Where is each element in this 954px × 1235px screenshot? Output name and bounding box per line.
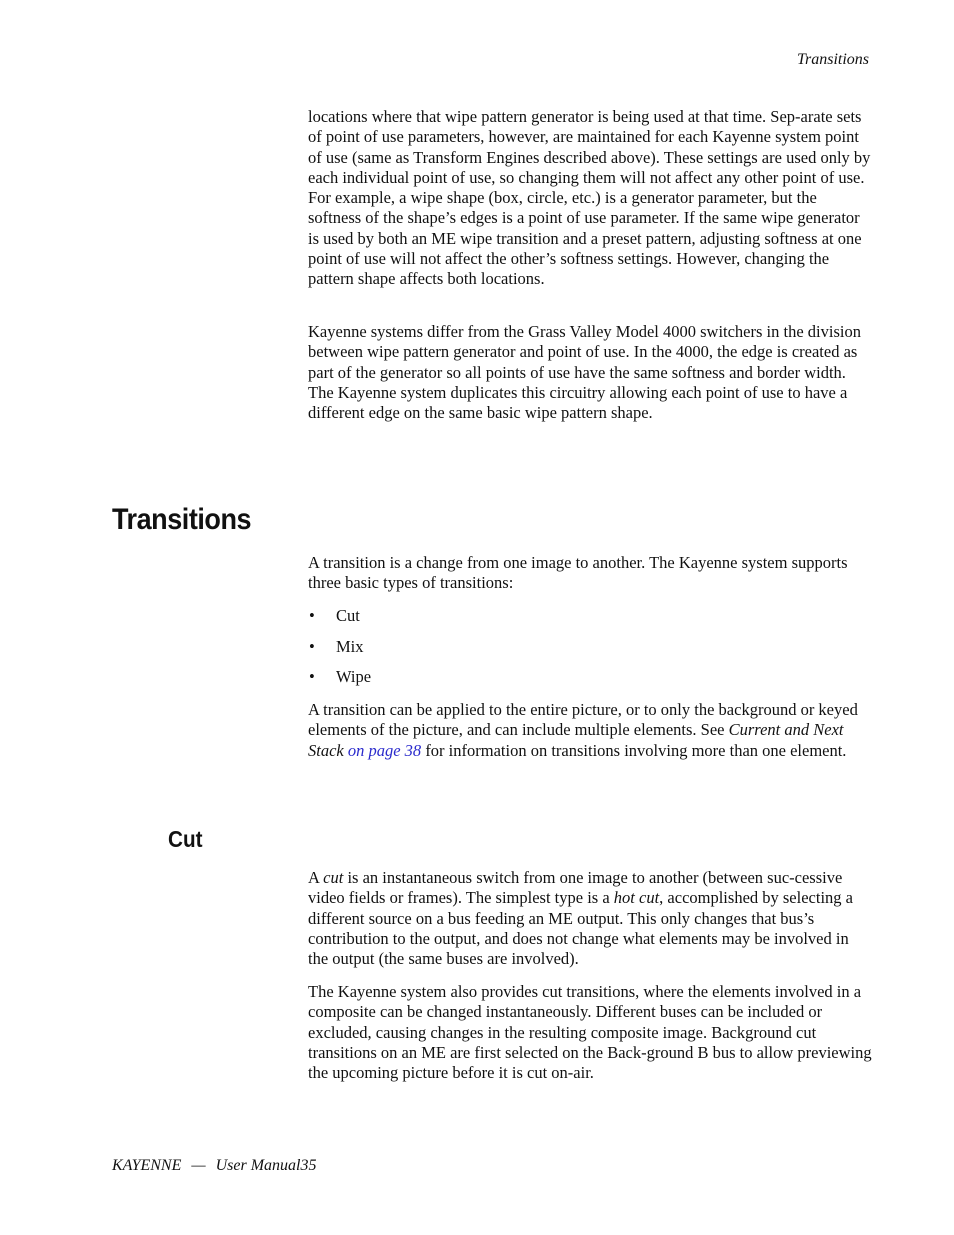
transitions-paragraph-2: A transition can be applied to the entire picture, or to only the background or keyed elements of the picture, and can include multiple elements. See Current and Next Stack on page 38 for information on transitions involving more than one element. bbox=[308, 700, 858, 760]
bullet-icon: • bbox=[309, 606, 315, 625]
term-hot-cut: hot cut bbox=[613, 888, 660, 908]
intro-text-2: Kayenne systems differ from the Grass Valley Model 4000 switchers in the division between wipe pattern generator and point of use. In the 4000, the edge is created as part of the generator so all points of use have the same softness and border width. The Kayenne system duplicates this circuitry allowing each point of use to have a different edge on the same basic wipe pattern shape. bbox=[308, 322, 861, 423]
cross-reference-title: Current and Next Stack bbox=[308, 720, 844, 760]
transition-types-list bbox=[308, 606, 371, 698]
cut-paragraph-2 bbox=[308, 982, 872, 1083]
list-item-mix: • Mix bbox=[309, 636, 364, 656]
cut-text-2: The Kayenne system also provides cut transitions, where the elements involved in a composite can be changed instantaneously. Different buses can be included or excluded, causing changes in the resulting composite image. Background cut transitions on an ME are first selected on the Back-ground B bus to allow previewing the upcoming picture before it is cut on-air. bbox=[308, 982, 872, 1083]
intro-paragraph-1 bbox=[308, 107, 872, 290]
transitions-heading: Transitions bbox=[112, 503, 252, 536]
bullet-icon: • bbox=[309, 667, 315, 686]
intro-text-1: locations where that wipe pattern generator is being used at that time. Sep-arate sets of point of use parameters, however, are maintained for each Kayenne system point of use (same as Transform Engines described above). These settings are used only by each individual point of use, so changing them will not affect any other point of use. For example, a wipe shape (box, circle, etc.) is a generator parameter, but the softness of the shape’s edges is a point of use parameter. If the same wipe generator is used by both an ME wipe transition and a preset pattern, adjusting softness at one point of use will not affect the other’s softness settings. However, changing the pattern shape affects both locations. bbox=[308, 107, 871, 289]
running-header: Transitions bbox=[796, 51, 869, 68]
list-item-cut: • Cut bbox=[309, 606, 360, 625]
term-cut: cut bbox=[323, 868, 344, 887]
transitions-text-1: A transition is a change from one image to another. The Kayenne system supports three basic types of transitions: bbox=[308, 553, 848, 593]
page-number: 35 bbox=[300, 1157, 317, 1174]
footer-product: KAYENNE bbox=[112, 1157, 182, 1174]
intro-paragraph-2 bbox=[308, 322, 872, 423]
footer-manual: User Manual bbox=[215, 1157, 301, 1174]
cut-heading: Cut bbox=[168, 826, 203, 852]
page-footer bbox=[112, 1157, 316, 1175]
cut-paragraph-1: A cut is an instantaneous switch from one image to another (between suc-cessive video fields or frames). The simplest type is a hot cut, accomplished by selecting a different source on a bus feeding an ME output. This only changes that bus’s contribution to the output, and does not change what elements may be involved in the output (the same buses are involved). bbox=[308, 868, 853, 969]
list-item-wipe: • Wipe bbox=[309, 667, 372, 686]
transitions-paragraph-1 bbox=[308, 553, 872, 594]
bullet-icon: • bbox=[309, 636, 315, 656]
footer-separator: — bbox=[191, 1157, 206, 1174]
page-link[interactable]: on page 38 bbox=[347, 740, 422, 760]
